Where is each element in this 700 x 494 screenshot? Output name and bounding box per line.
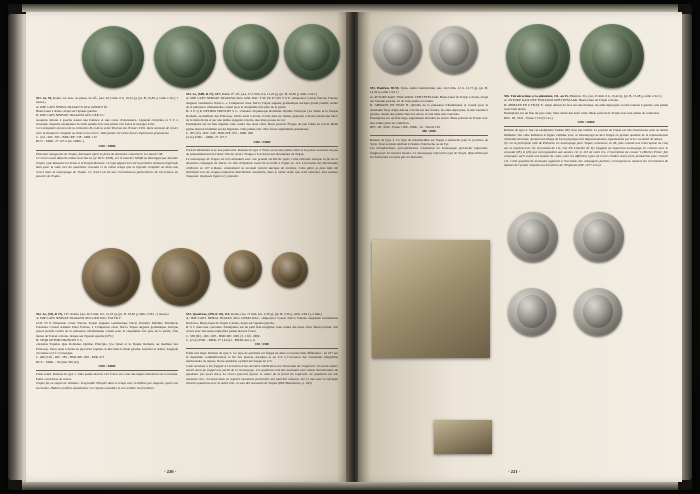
lot-legend-obverse: A/ IMP CAES NERVA TRAIAN N AVG GERM P M [36, 104, 107, 109]
coin-image [224, 250, 262, 288]
lot-commentary: Cette monnaie a été frappée à l'occasion d'une dernière célébration les Vicennalia de l'empereur. Un autre atelier aurait aussi pu frappé une partie de ce monnayage. Les quadrans sont des monnaies avec valeur divisionnaire du quadrans (un quart d'as). Le revers pourrait figurer le statue de la forest du Capi-tole. Le quadrans est une monnaie rare, circulant dans un registre monétaire particulier des marchés romains. Sur ce mot avec la refrappe d'autres quadrans avec la même tête, ce sont des monnaies de Trajan (Hill Monuments, p. 103). [186, 363, 338, 386]
coin-image [152, 248, 210, 306]
lot-head: Rome, 1er ann., 2e phase, 2e off., (Ae, 26,5 mm, 6 h, 10,22 g), (pl. B, 10,82 g, taille 1/16.), ? monn.) [36, 96, 179, 105]
lot-references: C. 338 (6f.) - RIC. 695 - BMC/RE. 1061 (f. 1 bf) - MIR. [186, 333, 261, 338]
lot-entry [36, 96, 178, 148]
divider [370, 135, 488, 136]
right-page [358, 12, 682, 482]
lot-head: Syrie, atelier indéterminé, (Ar, 24,5 mm, 12 h, 12,73 g), (pl. B, 12,39 g, taille 1/24 l.) [370, 86, 489, 95]
small-illustration [434, 420, 492, 454]
commentary-title: Émission inaugurale de Trajan, fabriquée après la prise du deuxième consulat le 1er janvier 98. [36, 152, 164, 157]
catalog-column-4 [504, 94, 668, 168]
lot-entry [36, 312, 178, 390]
coin-image [508, 212, 558, 262]
lot-price-estimate: 1250 / 2000€ [577, 120, 595, 125]
coin-image [574, 288, 622, 336]
lot-number: 553. As, (MB, R 27), 107, [186, 92, 221, 96]
lot-legend-reverse: R/ SPQR OPTIMO PRINCIPI S C. [36, 338, 83, 343]
lot-references: C. 414 - RIC. 395 - BMC/RE. 738 - MIR. 137 [36, 135, 97, 140]
coin-image [574, 212, 624, 262]
open-book [8, 4, 692, 490]
lot-legend-reverse: R/ IMP CAES NERVAE TRAIANO AVG GER S C [36, 113, 105, 118]
coin-image [508, 288, 556, 336]
lot-legend-obverse: A/ IMP CAES NERVAE TRAIANO AVG GER DAC P M TR P COS V P P. «Imperator Caesar Nervae Traiano Augusto Germanico Dacico...» L'empereur césar Nerva Trajan auguste germanique dacique grand pontife revêtu de la puissance tribunitienne consul pour la cinquième fois père de la patrie. [186, 96, 338, 110]
lot-references: C. 505 (1f) - RIC. 540 - BMC/RE. 931 - MIR. 298 [186, 131, 253, 136]
lot-note: Poids lourd. Rubans de type 1. Jolie patine marron vert foncé avec une très légère ébréchure sur la tranche. Petite concrétion au revers. [36, 372, 178, 381]
lot-legend-obverse: A/ IMP CAES NERVA TRAIAN AVG GERM DAC. «Imperator Caesar Nerva Traiano Augustus Germanicus Dacicus». Buste lauré de Trajan à droite, drapé sur l'épaule gauche. [186, 316, 338, 325]
book-top-edge [22, 4, 678, 12]
left-page [26, 12, 350, 482]
lot-entry [370, 86, 488, 160]
catalog-column-1 [36, 96, 178, 178]
coin-image [272, 252, 308, 288]
lot-commentary: Trajan fut un empereur militaire. Il agrandit l'Empire dans le temps avec la défaite par Auguste, après son accession. Hadrien préféra abandonner ces régions instables et con-solider les frontières. [36, 381, 178, 390]
lot-note: Portrait inhabituel avec une petite tête. Rubans de type 3. Nous avons une patine verte et la portée au revers un peu de polissement/ant de l'autre côté du revers. Frappe à l'occasion des décennales de Trajan. [186, 148, 338, 157]
lot-notes: Cet exemplaire provient de la collection B. et de la vente Vinchon du 18 mars 1991. Rare variante de revers avec la titulature complète au droit et au revers. Jolie patine vert olive foncé, légèrement granuleuse. [36, 126, 179, 135]
lot-price-estimate: 1350 / 1800€ [98, 143, 116, 148]
coin-image [284, 24, 340, 80]
coin-image [223, 24, 279, 80]
lot-references-2: C. (2 ex) 3500. - MRK. 27 144 (ex - BN/RI 441 p 1) [186, 338, 256, 343]
lot-number: 554. Quadrans, (PB, R 18), 115, [186, 312, 231, 316]
lot-commentary: Le monnayage de Trajan est très abondant avec une grande variété de types. Cette émission marque la fin de la deuxième campagne de Dacie. Le titre d'Optimus avait été accordé à Trajan en 114. L'occasion des Decennalia célébrées en 107 à Rome, commémore la seconde victoire dacique de Licinius. Cette pièce se pose idée été distribuée lors de congia-congiaires distribution monétaire, dans le même ordre que cette émission, tous avaient l'Auguste. Quelques figures s'y ajoutent. [186, 156, 338, 179]
lot-number: 556. Tétradrachme syro-phénicien, 111, an 15, [504, 94, 569, 98]
lot-entry [186, 312, 338, 386]
coin-image [430, 26, 478, 74]
lot-price-estimate: 1450 / 2500€ [253, 139, 271, 144]
lot-description: Aequitas debout à gauche tenant une balance et une corne d'abondance. Légende circulaire et S C à l'exergue. Superbe exemplaire de belle qualité avec une patine vert foncé et un léger éclat. [36, 117, 178, 127]
page-number-left: - 220 - [164, 469, 177, 474]
divider [186, 348, 338, 349]
lot-references-2: RCV. - MRK. 27 127-3 (ex c4000.-) [36, 139, 84, 144]
catalog-column-2-lower [186, 312, 338, 386]
lot-price-estimate: 150 / 250€ [254, 342, 270, 347]
catalog-column-2 [186, 92, 338, 179]
lot-commentary: Les tétradrachmes syro-phéniciens constituent un monnayage provincial important, frappé pour les besoins locaux. Ce monnayage reprend le type de l'aigle, déjà utilisé par les Séleucides et repris par les Romains. [370, 146, 488, 160]
lot-head: Rome, 8° off., (Ae, 27,5 mm, 6 h, 11,23 g), (pl. B, 10,82 g, taille 1/24 l.) [221, 92, 318, 96]
catalog-column-3 [370, 86, 488, 160]
lot-legend-obverse: A/ ΑΥΤΟΚΡ ΚΑΙΣ ΝΕΡ ΤΡΑΙΑΝΟΣ ΣΕΒ ΓΕΡΜ ΔΑΚ. Buste lauré de Trajan à droite. [504, 98, 619, 103]
coin-image [374, 26, 422, 74]
lot-note: Poids très léger. Rubans de type 2. Ce type de quadrans est frappé en deux occasions bien différentes : en 107 par la deuxième commémoration la fin des guerres daciques et en 115 à l'occasion des vicennalia (vingtième anniversaire de règne). Notre quadrans a plutôt été frappé en 115. [186, 350, 338, 364]
lot-legend-reverse: R/ ΔΗΜΑΡΧ ΕΞ ΥΠΑΤ B. (Revêtu de la puissance tribunitienne et consul pour la deuxième fois). Aigle debout à droite sur une foudre, les ailes déployées, la tête tournée à gauche, tenant une palme dans les serres, le tout dans une couronne. [370, 103, 488, 117]
lot-references: RPC. III, 3541 - Prieur 1515 (51 ex.) [504, 115, 553, 120]
lot-note: Rubans de type 3. Ce type de tétradrachme est frappé à Antioche pour la province de Syrie. Il est souvent attribué à l'atelier d'Antioche ou de Tyr. [370, 137, 488, 147]
coin-image [506, 24, 570, 88]
lot-entry [186, 92, 338, 179]
divider [36, 370, 178, 371]
commentary-text: Ce revers avait déjà été utilisé sous Nerva (cf. RCV. 3078), sur le boucher SPQR ou développé par Antonin Trajan. Que Romaine lui Senat et le Peuple Romain. Ce type apparu lors de la première émission impériale dont pour la suite lors du quatrième consulat et en même temps que la légende complète au droit aux revers dans la monnayage de Trajan. Ce revers est lié aux circonstances particulières de l'accession au pouvoir de Trajan. [36, 156, 178, 178]
lot-legend-reverse: R/ ΔΗΜΑΡΧ ΕΞ Ζ ΥΠΑΤ. Ε. Aigle debout de face sur une massue, les ailes déployées, la tête tournée à gauche, une palme sous l'aile droite. [504, 102, 668, 112]
lot-legend-obverse: A/ IMP CAES NERVAE TRAIANO AVG GER DAC P M TR P [36, 316, 121, 321]
lot-legend-obverse: A/ AVTOKP KAIC TPAI-ANOC CEB ΓΕΡΜ ΔΑΚ. Buste lauré de Trajan à droite, drapé sur l'épaule gauche, vu de trois quarts en arrière. [370, 94, 488, 104]
coin-image [154, 26, 216, 88]
lot-description: Exemplaire sur un flan large, légèrement décentré au revers. Beau portrait de Trajan avec une patine grise de collection. [370, 116, 488, 125]
lot-head: 197, Rome, (Ae, 26,5 mm, 6 h, 12,23 g), (pl. B, 10,82 g, taille 1/30 l., 2 monn.) [63, 312, 169, 316]
coin-image [82, 26, 144, 88]
lot-references: C. 469 (12f) - RIC. 585 - BMC/RE. 938 - MIR. 471 [36, 355, 105, 360]
lot-number: 555. Hadrien, 98-99, [370, 86, 400, 90]
lot-commentary: Tyr est la principale ville de Phénicie. Le monnayage pour Trajan commence en 98, puis connaît une interruption de cinq ans et reprend avec les vicennalia de 111, l'an XV. L'atelier de Tyr frappait un important monnayage en continu avec le consulat (IE) et (IZ) qui correspondent aux années 111 et 113 de notre ère. L'inscription de consul V (Michel Prieur fait remarquer qu'il existe une liaison de coins entre les différents types de revers l'indice d'une forte production pour l'année 111. Cette quantité de monnaies apparaît à l'occasion des campagnes parthes, correspond au moment du recrutement de légions de l'armée romaine aux frontières de l'Euphrate (PR. 1477-1522). [504, 141, 668, 168]
lot-entry [504, 94, 668, 168]
divider [504, 126, 668, 127]
lot-note: Rubans de type 2. Sur cet exemplaire l'année (IE) n'est pas visible. Le portrait de Trajan est très classicisant, plus ou moins hellénisé. Sur cette émission la figure culmine avec ce monnayage de mot frappé en grande quantité de la représentation culturelle du buste, devient une image de force physique très impressionnante, représentant par le le cou motif de lettres. [504, 128, 668, 142]
lot-description: Exemplaire sur un flan un peu court, bien centré des deux côtés. Beau portrait de Trajan avec une patine de collection. [504, 111, 660, 116]
lot-legend-reverse: R/ S P Q R OPTIMO PRINCIPI S C. «Senatus Populusque Romanus Optimo Principio (Le Sénat et le Peuple Romain, au meilleur des Princes)». Dacie assis à droite, la tête dans les mains, galopant à droite tenant une lance de la main droite et sur une jambe appuyée à droite, une lance posée au sol. [186, 109, 338, 123]
engraving-illustration [372, 240, 490, 358]
lot-legend-reverse: R/ S C dans une couronne. Exemplaire sur un petit flan irrégulier, bien centré des deux côtés. Beau portrait. Joli revers avec une usure régu-lière patine marron foncé. [186, 325, 338, 334]
lot-legend-obverse-desc: Buste lauré à droite, drapé sur l'épaule gauche. [36, 109, 98, 114]
coin-image [580, 24, 644, 88]
lot-number: 552. As, (M), R 27), [36, 312, 64, 316]
lot-legend-obverse-desc: COS VI P. Empereur César Nervae Trajan Auguste Germanique Dacie Pontifex Maxime Tribunicia Potestate Consul sixième Pater Patriae, à L'empereur césar Nerva Trajan auguste germanique dacique grand pontife revêtu de la puissance tribunitienne consul pour la cinquième fois père de la patrie. Une laurée de Trajan à droite, drapée sur l'épaule gauche (O°C) [36, 320, 178, 338]
lot-number: 551. As, M, [36, 96, 52, 100]
lot-head: Rome, (Ae, 17 mm, 6 h, 2,39 g), (pl. B, 3,39 g, taille 1/64 l.), 2 mm.) [230, 312, 322, 316]
lot-head: Phénicie, Tyr, (Ar, 25 mm, 6 h, 13,42 g), (pl. B, 13,48 g, taille 1/24 l.) [569, 94, 662, 98]
lot-references-2: (2 ex) 2500/- - MRK. 27 127-7 [186, 135, 227, 140]
lot-price-estimate: 1950 / 3000€ [98, 364, 116, 369]
coin-image [82, 248, 140, 306]
lot-price-estimate: 380 / 600€ [421, 129, 437, 134]
catalog-column-1-lower [36, 312, 178, 390]
lot-description: «Senatus Populus Que Romanus Optimo Principio, (Le Sénat et le Peuple Romain, au meilleur des Princes)». Dace assis à droite au pied d'un trophée, la tête dans la main gauche, bouclier et armes. Légende circulaire et S C à l'exergue. [36, 342, 178, 356]
divider [36, 150, 178, 151]
lot-references: RPC. III, 3529 - Prieur 1500 - BMC. 16 - Wruck 150 [370, 125, 440, 130]
page-number-right: - 221 - [508, 469, 521, 474]
lot-references-2: RCV. - MRK. - Woytek 356 (ex) [36, 359, 80, 364]
lot-description: Exemplaire sur un flan régulier, bien centré des deux côtés. Beau portrait. Frappe un peu faible au revers. Belle patine marron brouillée sur les légendes. Jolie patine vert olive foncé, légèrement granuleuse. [186, 122, 338, 131]
divider [186, 146, 338, 147]
